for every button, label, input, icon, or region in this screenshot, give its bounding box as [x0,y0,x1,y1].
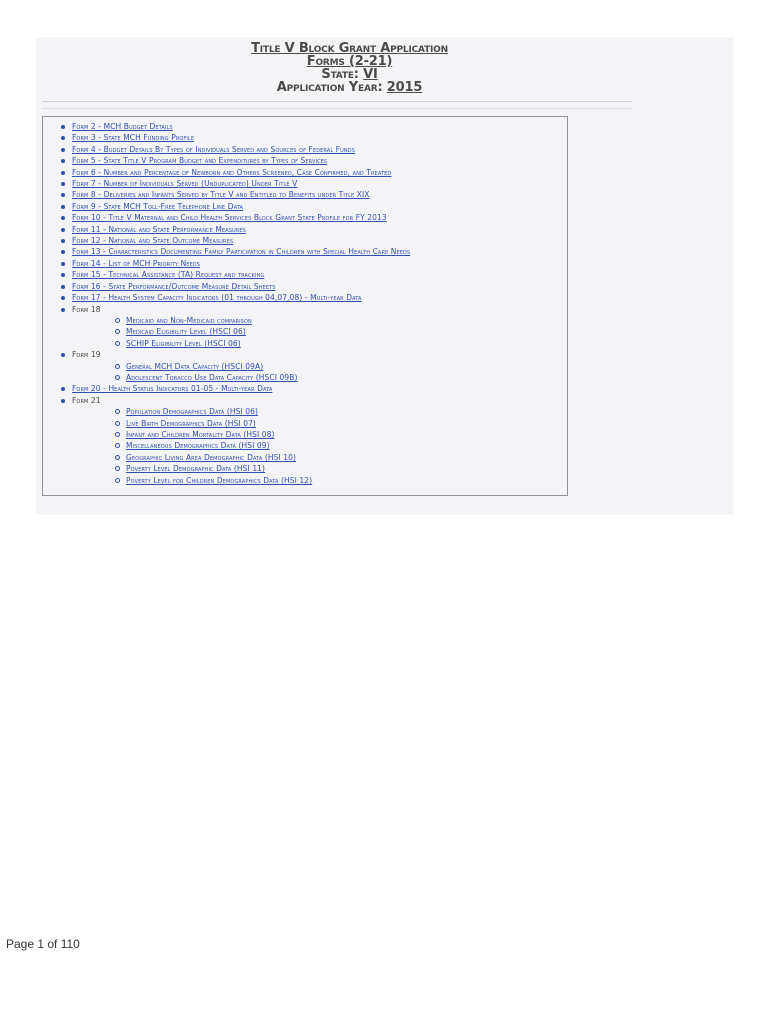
toc-link[interactable]: Form 16 - State Performance/Outcome Measure Detail Sheets [72,281,276,291]
toc-sublink[interactable]: Medicaid and Non-Medicaid comparison [126,315,252,325]
toc-link[interactable]: Form 4 - Budget Details By Types of Individuals Served and Sources of Federal Funds [72,144,355,154]
toc-link[interactable]: Form 14 - List of MCH Priority Needs [72,258,201,268]
toc-subitem[interactable] [72,372,567,383]
toc-item[interactable] [43,269,567,280]
toc-sublink[interactable]: Live Birth Demographics Data (HSI 07) [126,418,256,428]
toc-sublist [72,315,567,349]
toc-group-label: Form 19 [72,350,101,360]
document-title [36,42,733,94]
toc-item[interactable] [43,224,567,235]
toc-link[interactable]: Form 13 - Characteristics Documenting Family Participation in Children with Special Health Care Needs [72,247,411,257]
toc-subitem[interactable] [72,418,567,429]
toc-link[interactable]: Form 10 - Title V Maternal and Child Health Services Block Grant State Profile for FY 2013 [72,213,387,223]
toc-link[interactable]: Form 2 - MCH Budget Details [72,122,173,131]
toc-item[interactable] [43,246,567,257]
toc-item[interactable] [43,292,567,303]
toc-item[interactable] [43,132,567,143]
toc-link[interactable]: Form 7 - Number of Individuals Served (Unduplicated) Under Title V [72,179,298,189]
toc-item[interactable] [43,155,567,166]
toc-list [43,117,567,486]
toc-item[interactable] [43,258,567,269]
table-of-contents [42,116,568,496]
toc-link[interactable]: Form 15 - Technical Assistance (TA) Request and tracking [72,270,265,280]
toc-sublink[interactable]: Poverty Level Demographic Data (HSI 11) [126,464,266,474]
toc-subitem[interactable] [72,452,567,463]
toc-item[interactable] [43,383,567,394]
toc-subitem[interactable] [72,463,567,474]
application-year-value: 2015 [386,80,423,95]
divider [42,108,632,109]
toc-item[interactable] [43,178,567,189]
toc-link[interactable]: Form 17 - Health System Capacity Indicators (01 through 04,07,08) - Multi-year Data [72,293,362,303]
toc-subitem[interactable] [72,475,567,486]
toc-link[interactable]: Form 9 - State MCH Toll-Free Telephone Line Data [72,201,244,211]
state-label: State: [321,67,364,82]
forms-range-line: Forms (2-21) [306,54,393,69]
toc-link[interactable]: Form 3 - State MCH Funding Profile [72,133,195,143]
toc-group-label: Form 21 [72,395,101,405]
toc-link[interactable]: Form 20 - Health Status Indicators 01-05 - Multi-year Data [72,384,273,394]
toc-subitem[interactable] [72,326,567,337]
toc-subitem[interactable] [72,406,567,417]
document-panel [36,37,733,515]
toc-sublink[interactable]: Poverty Level for Children Demographics Data (HSI 12) [126,475,313,485]
toc-item [43,395,567,486]
toc-subitem[interactable] [72,315,567,326]
toc-link[interactable]: Form 12 - National and State Outcome Measures [72,236,234,246]
toc-subitem[interactable] [72,338,567,349]
page-number: Page 1 of 110 [6,937,80,951]
toc-sublink[interactable]: Infant and Children Mortality Data (HSI 08) [126,429,275,439]
toc-item[interactable] [43,167,567,178]
toc-item [43,349,567,383]
toc-item[interactable] [43,281,567,292]
toc-sublist [72,406,567,486]
toc-link[interactable]: Form 6 - Number and Percentage of Newborn and Others Screened, Case Confirmed, and Treated [72,167,392,177]
divider [42,101,632,102]
toc-link[interactable]: Form 5 - State Title V Program Budget and Expenditures by Types of Services [72,156,328,166]
toc-subitem[interactable] [72,440,567,451]
title-line: Title V Block Grant Application [251,41,448,56]
toc-item[interactable] [43,144,567,155]
toc-subitem[interactable] [72,429,567,440]
toc-subitem[interactable] [72,361,567,372]
toc-sublink[interactable]: Miscellaneous Demographics Data (HSI 09) [126,441,270,451]
toc-item[interactable] [43,212,567,223]
toc-link[interactable]: Form 8 - Deliveries and Infants Served by Title V and Entitled to Benefits under Title XIX [72,190,370,200]
toc-sublink[interactable]: General MCH Data Capacity (HSCI 09A) [126,361,264,371]
toc-sublink[interactable]: Medicaid Eligibility Level (HSCI 06) [126,327,246,337]
toc-link[interactable]: Form 11 - National and State Performance Measures [72,224,246,234]
toc-sublink[interactable]: Adolescent Tobacco Use Data Capacity (HSCI 09B) [126,372,298,382]
application-year-line [0,81,733,94]
toc-item [43,304,567,350]
toc-sublist [72,361,567,384]
state-value: VI [363,67,378,82]
toc-item[interactable] [43,201,567,212]
toc-item[interactable] [43,121,567,132]
toc-sublink[interactable]: SCHIP Eligibility Level (HSCI 06) [126,338,241,348]
application-year-label: Application Year: [276,80,387,95]
toc-sublink[interactable]: Population Demographics Data (HSI 06) [126,407,259,417]
toc-group-label: Form 18 [72,304,101,314]
toc-item[interactable] [43,189,567,200]
toc-sublink[interactable]: Geographic Living Area Demographic Data (HSI 10) [126,452,297,462]
toc-item[interactable] [43,235,567,246]
